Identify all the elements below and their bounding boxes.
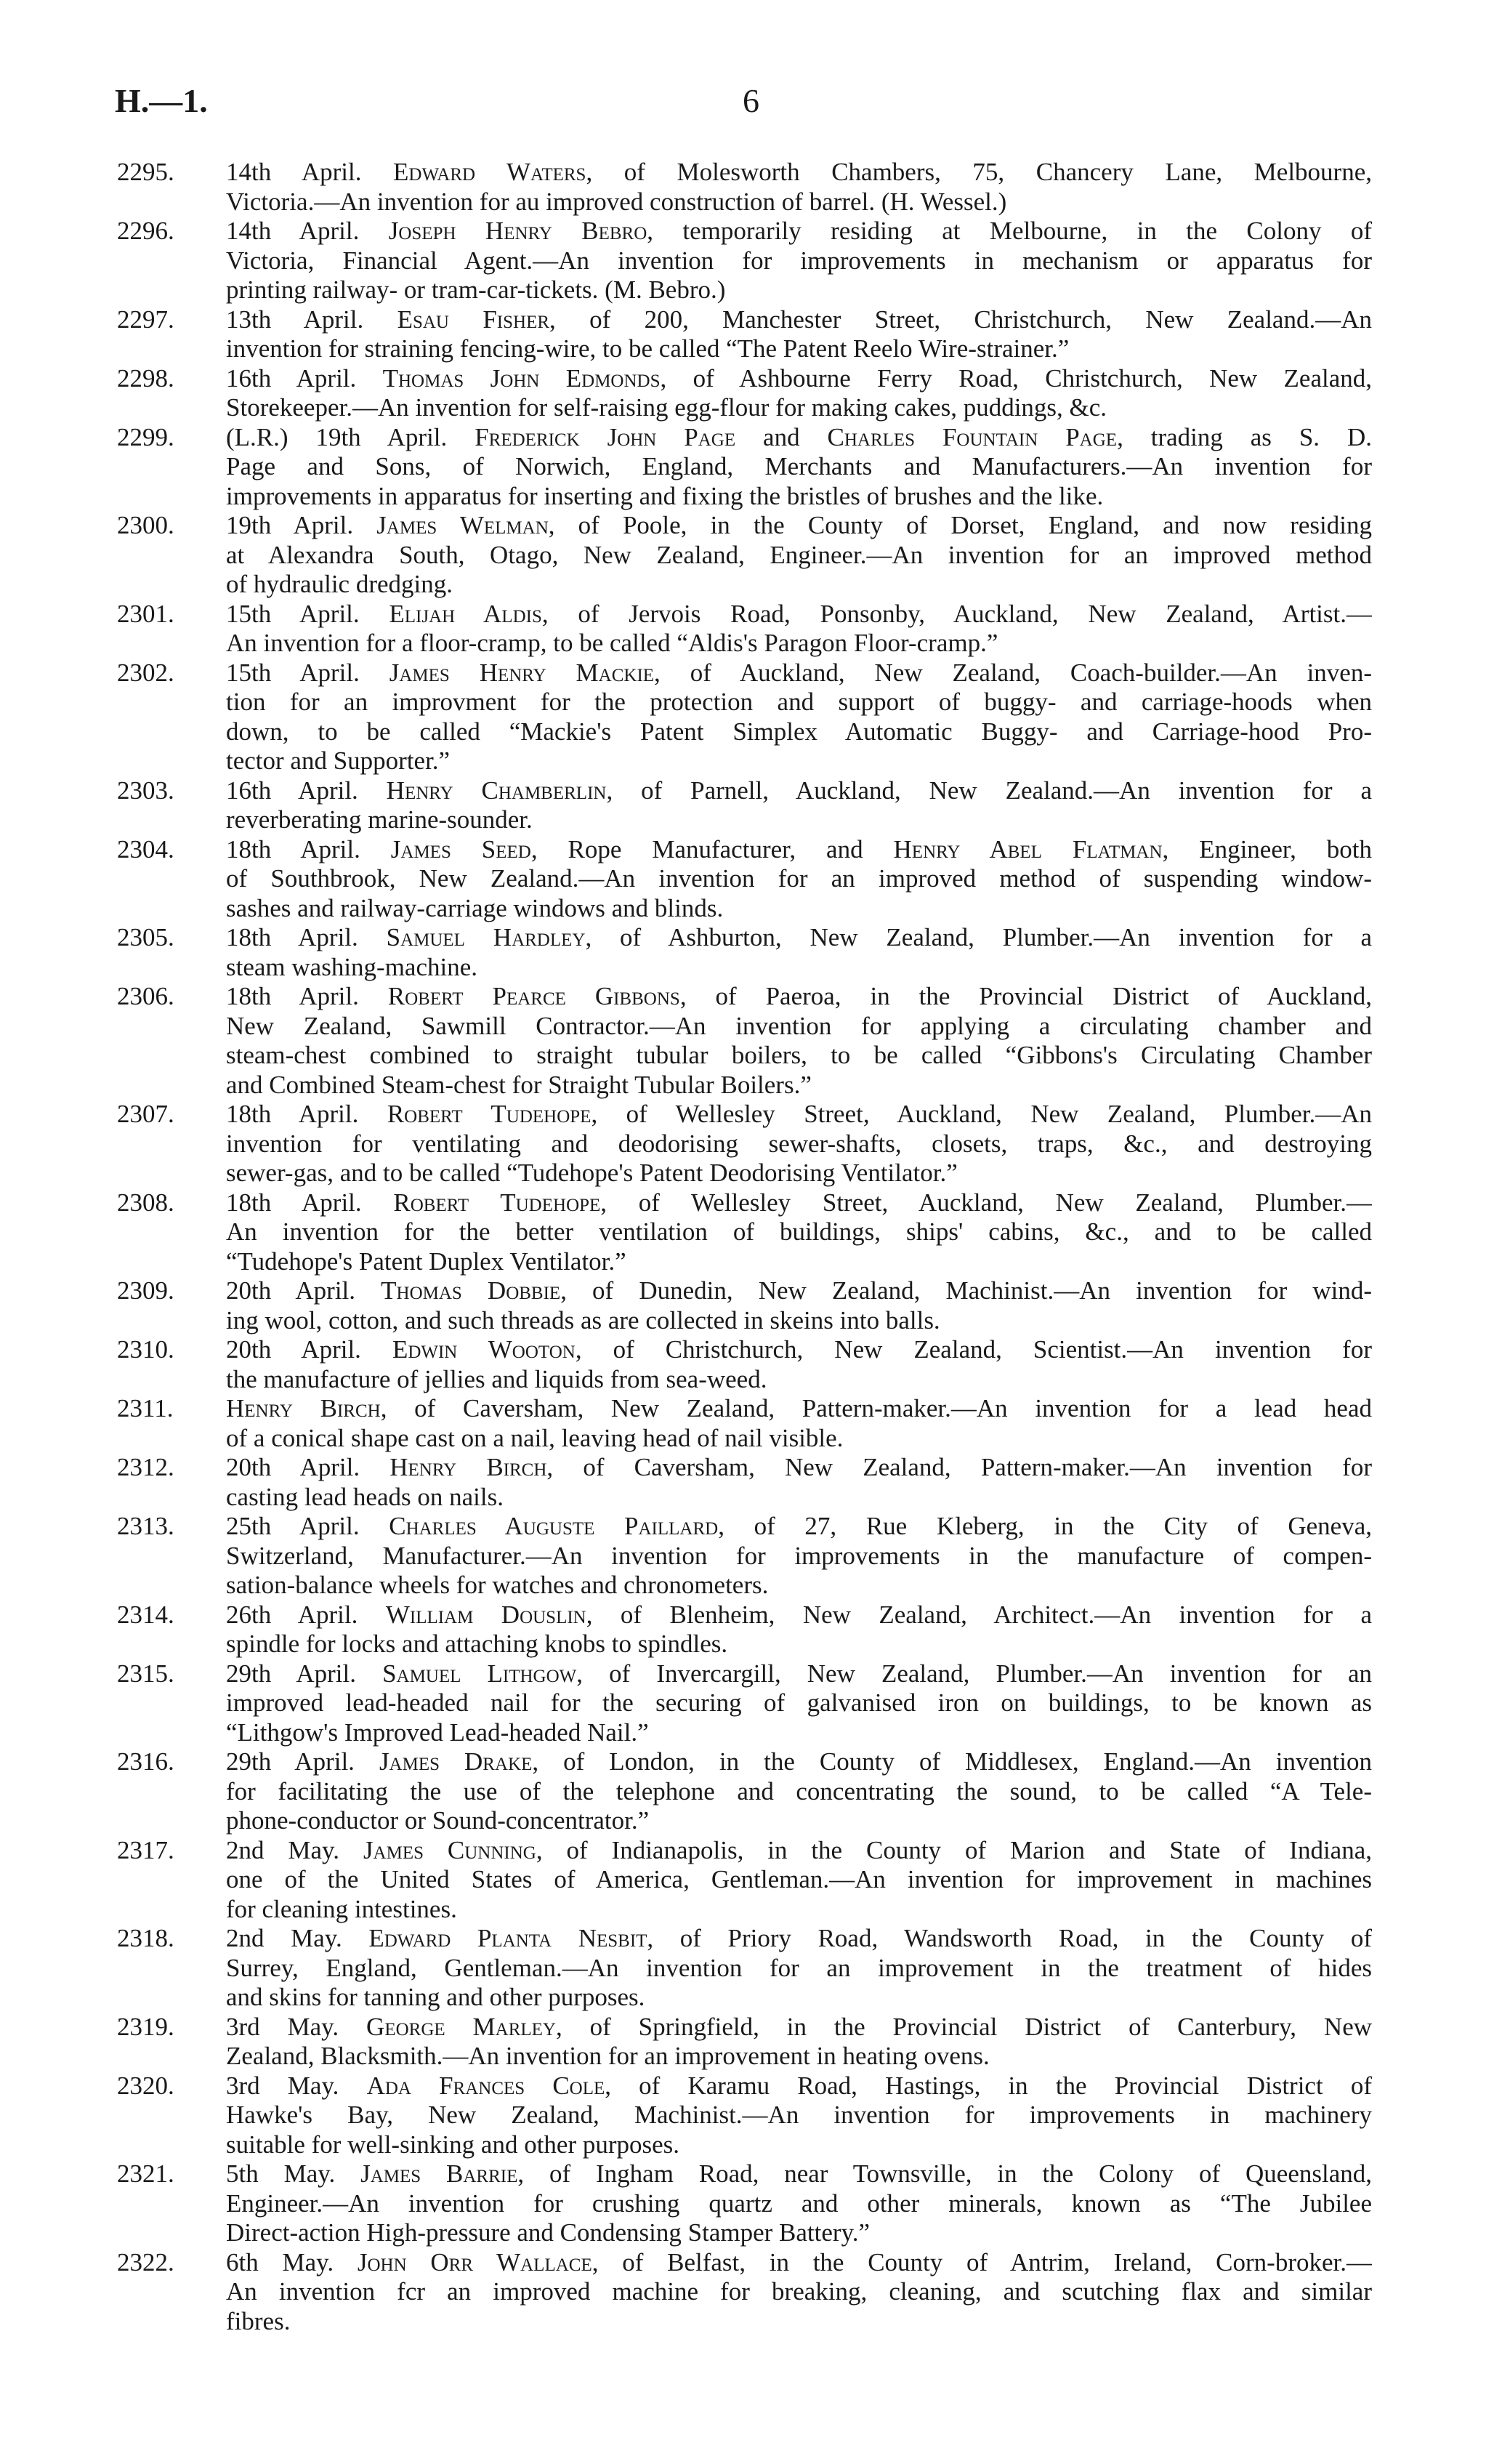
entry-text: 6th May. John Orr Wallace, of Belfast, in the County of Antrim, Ireland, Corn-broker.— (226, 2247, 1372, 2276)
entry-line (117, 1483, 1372, 1513)
entry-number: 2320. (117, 2071, 174, 2100)
entry-line (117, 982, 1372, 1012)
entry-number: 2321. (117, 2159, 174, 2188)
entry-number: 2300. (117, 511, 174, 539)
entry-line (117, 1836, 1372, 1866)
entry-text: invention for straining fencing-wire, to be called “The Patent Reelo Wire-strainer.” (226, 334, 1070, 363)
entry-text: New Zealand, Sawmill Contractor.—An invention for applying a circulating chamber and (226, 1011, 1372, 1040)
entry-number: 2295. (117, 158, 174, 186)
entry-line (117, 894, 1372, 924)
applicant-name: Thomas Dobbie (381, 1276, 561, 1305)
patent-entry (117, 776, 1372, 835)
entry-text: 20th April. Thomas Dobbie, of Dunedin, New Zealand, Machinist.—An invention for wind- (226, 1276, 1372, 1305)
applicant-name: George Marley (366, 2012, 556, 2041)
entry-text: 20th April. Edwin Wooton, of Christchurch, New Zealand, Scientist.—An invention for (226, 1335, 1372, 1364)
entry-line (117, 1335, 1372, 1365)
entry-text: 19th April. James Welman, of Poole, in the County of Dorset, England, and now residing (226, 511, 1372, 539)
entry-text: 14th April. Edward Waters, of Molesworth Chambers, 75, Chancery Lane, Melbourne, (226, 158, 1372, 186)
entry-line (117, 717, 1372, 747)
applicant-name: Joseph Henry Bebro (388, 217, 647, 245)
entry-line (117, 2101, 1372, 2130)
applicant-name: James Cunning (363, 1835, 536, 1864)
page-number: 6 (743, 82, 759, 119)
patent-entry (117, 1659, 1372, 1748)
entry-text: 16th April. Thomas John Edmonds, of Ashbourne Ferry Road, Christchurch, New Zealand, (226, 363, 1372, 392)
patent-entry (117, 511, 1372, 600)
applicant-name: James Henry Mackie (389, 658, 655, 687)
patent-entry (117, 1512, 1372, 1601)
entry-line (117, 1630, 1372, 1659)
entry-text: and Combined Steam-chest for Straight Tubular Boilers.” (226, 1070, 812, 1099)
entry-text: 2nd May. Edward Planta Nesbit, of Priory Road, Wandsworth Road, in the County of (226, 1924, 1372, 1952)
entry-line (117, 423, 1372, 453)
patent-entry (117, 659, 1372, 776)
entry-line (117, 629, 1372, 659)
entry-line (117, 1159, 1372, 1188)
patent-entries-list (117, 158, 1372, 2336)
entry-line (117, 1453, 1372, 1483)
entry-text: 18th April. Samuel Hardley, of Ashburton, New Zealand, Plumber.—An invention for a (226, 923, 1372, 951)
entry-text: An invention for a floor-cramp, to be called “Aldis's Paragon Floor-cramp.” (226, 629, 998, 657)
entry-number: 2306. (117, 982, 174, 1010)
entry-line (117, 2307, 1372, 2337)
entry-text: improvements in apparatus for inserting and fixing the bristles of brushes and the like. (226, 481, 1104, 510)
entry-text: 3rd May. Ada Frances Cole, of Karamu Road, Hastings, in the Provincial District of (226, 2071, 1372, 2100)
entry-line (117, 1983, 1372, 2013)
entry-text: tion for an improvment for the protection and support of buggy- and carriage-hoods when (226, 688, 1372, 716)
entry-line (117, 923, 1372, 953)
entry-line (117, 1688, 1372, 1718)
applicant-name: Ada Frances Cole (366, 2071, 605, 2100)
entry-text: phone-conductor or Sound-concentrator.” (226, 1806, 650, 1835)
entry-line (117, 1659, 1372, 1689)
entry-number: 2297. (117, 305, 174, 334)
entry-line (117, 1718, 1372, 1748)
entry-line (117, 1895, 1372, 1925)
entry-text: tector and Supporter.” (226, 746, 451, 775)
applicant-name: Edward Planta Nesbit (368, 1924, 647, 1952)
patent-entry (117, 1453, 1372, 1512)
patent-entry (117, 1747, 1372, 1836)
applicant-name: Henry Chamberlin (386, 776, 607, 805)
applicant-name: Robert Pearce Gibbons (387, 982, 680, 1010)
entry-line (117, 2013, 1372, 2042)
entry-line (117, 2277, 1372, 2307)
entry-text: 18th April. Robert Tudehope, of Wellesley Street, Auckland, New Zealand, Plumber.—An (226, 1100, 1372, 1128)
entry-number: 2303. (117, 776, 174, 805)
entry-line (117, 1012, 1372, 1042)
entry-text: reverberating marine-sounder. (226, 805, 533, 834)
entry-text: sewer-gas, and to be called “Tudehope's Patent Deodorising Ventilator.” (226, 1159, 958, 1187)
entry-line (117, 1100, 1372, 1130)
entry-line (117, 570, 1372, 600)
entry-text: 13th April. Esau Fisher, of 200, Manchester Street, Christchurch, New Zealand.—An (226, 305, 1372, 334)
entry-text: 18th April. Robert Tudehope, of Wellesley Street, Auckland, New Zealand, Plumber.— (226, 1188, 1372, 1217)
entry-line (117, 1130, 1372, 1159)
entry-line (117, 364, 1372, 394)
entry-line (117, 1601, 1372, 1630)
entry-text: of hydraulic dredging. (226, 570, 453, 598)
entry-text: Hawke's Bay, New Zealand, Machinist.—An invention for improvements in machinery (226, 2101, 1372, 2129)
entry-text: 16th April. Henry Chamberlin, of Parnell, Auckland, New Zealand.—An invention for a (226, 776, 1372, 805)
entry-line (117, 1924, 1372, 1954)
patent-entry (117, 2248, 1372, 2337)
patent-entry (117, 1335, 1372, 1394)
entry-text: Direct-action High-pressure and Condensing Stamper Battery.” (226, 2218, 871, 2247)
entry-number: 2317. (117, 1835, 174, 1864)
entry-text: of a conical shape cast on a nail, leaving head of nail visible. (226, 1423, 844, 1452)
entry-text: 5th May. James Barrie, of Ingham Road, near Townsville, in the Colony of Queensland, (226, 2159, 1372, 2188)
patent-entry (117, 2013, 1372, 2072)
entry-line (117, 1217, 1372, 1247)
entry-line (117, 1394, 1372, 1424)
entry-text: 29th April. Samuel Lithgow, of Invercargill, New Zealand, Plumber.—An invention for an (226, 1659, 1372, 1688)
entry-line (117, 2072, 1372, 2101)
entry-text: 18th April. James Seed, Rope Manufacturer, and Henry Abel Flatman, Engineer, both (226, 834, 1372, 863)
entry-text: “Tudehope's Patent Duplex Ventilator.” (226, 1247, 626, 1276)
entry-line (117, 659, 1372, 688)
patent-entry (117, 923, 1372, 982)
entry-text: Engineer.—An invention for crushing quartz and other minerals, known as “The Jubilee (226, 2189, 1372, 2218)
patent-entry (117, 600, 1372, 659)
patent-entry (117, 364, 1372, 423)
entry-text: An invention fcr an improved machine for breaking, cleaning, and scutching flax and similar (226, 2277, 1372, 2306)
entry-line (117, 1365, 1372, 1395)
applicant-name: William Douslin (385, 1600, 586, 1629)
entry-number: 2313. (117, 1512, 174, 1540)
entry-line (117, 452, 1372, 482)
entry-line (117, 688, 1372, 717)
entry-line (117, 2130, 1372, 2160)
entry-text: sation-balance wheels for watches and chronometers. (226, 1571, 769, 1599)
patent-entry (117, 2072, 1372, 2160)
applicant-name: Esau Fisher (397, 305, 550, 334)
entry-line (117, 1542, 1372, 1571)
entry-text: ing wool, cotton, and such threads as are collected in skeins into balls. (226, 1305, 940, 1334)
entry-text: casting lead heads on nails. (226, 1482, 504, 1511)
patent-entry (117, 217, 1372, 305)
entry-line (117, 1512, 1372, 1542)
patent-entry (117, 835, 1372, 924)
entry-text: printing railway- or tram-car-tickets. (M. Bebro.) (226, 275, 726, 304)
patent-entry (117, 982, 1372, 1100)
entry-line (117, 1806, 1372, 1836)
entry-line (117, 158, 1372, 188)
applicant-name: Samuel Hardley (386, 923, 586, 951)
applicant-name: Henry Birch (389, 1453, 547, 1481)
entry-text: fibres. (226, 2306, 291, 2335)
entry-line (117, 1865, 1372, 1895)
entry-number: 2318. (117, 1924, 174, 1952)
entry-number: 2314. (117, 1600, 174, 1629)
entry-text: for facilitating the use of the telephone and concentrating the sound, to be called “A Tele- (226, 1776, 1372, 1805)
entry-number: 2312. (117, 1453, 174, 1481)
entry-text: invention for ventilating and deodorising sewer-shafts, closets, traps, &c., and destroying (226, 1129, 1372, 1158)
entry-text: Henry Birch, of Caversham, New Zealand, Pattern-maker.—An invention for a lead head (226, 1394, 1372, 1422)
entry-text: 18th April. Robert Pearce Gibbons, of Paeroa, in the Provincial District of Auckland, (226, 982, 1372, 1010)
entry-number: 2299. (117, 422, 174, 451)
entry-text: 26th April. William Douslin, of Blenheim, New Zealand, Architect.—An invention for a (226, 1600, 1372, 1629)
entry-number: 2319. (117, 2012, 174, 2041)
document-code: H.—1. (115, 82, 208, 119)
entry-line (117, 1954, 1372, 1984)
applicant-name: James Drake (379, 1747, 533, 1776)
entry-line (117, 953, 1372, 983)
entry-number: 2308. (117, 1188, 174, 1217)
entry-line (117, 600, 1372, 629)
entry-number: 2298. (117, 363, 174, 392)
entry-line (117, 1424, 1372, 1454)
applicant-name: Charles Auguste Paillard (389, 1512, 719, 1540)
entry-line (117, 2218, 1372, 2248)
entry-line (117, 2042, 1372, 2072)
entry-text: suitable for well-sinking and other purposes. (226, 2130, 680, 2159)
entry-number: 2307. (117, 1100, 174, 1128)
entry-line (117, 1747, 1372, 1777)
entry-number: 2309. (117, 1276, 174, 1305)
entry-number: 2296. (117, 217, 174, 245)
entry-text: steam washing-machine. (226, 952, 478, 981)
entry-line (117, 2159, 1372, 2189)
entry-text: 25th April. Charles Auguste Paillard, of 27, Rue Kleberg, in the City of Geneva, (226, 1512, 1372, 1540)
applicant-name: Henry Abel Flatman (893, 834, 1163, 863)
entry-line (117, 511, 1372, 541)
applicant-name: Edwin Wooton (392, 1335, 576, 1364)
entry-text: and skins for tanning and other purposes. (226, 1983, 645, 2011)
entry-line (117, 1571, 1372, 1601)
entry-line (117, 1188, 1372, 1218)
entry-line (117, 776, 1372, 806)
entry-text: at Alexandra South, Otago, New Zealand, Engineer.—An invention for an improved method (226, 540, 1372, 569)
entry-line (117, 835, 1372, 865)
patent-entry (117, 1276, 1372, 1335)
entry-line (117, 393, 1372, 423)
applicant-name: Frederick John Page (475, 422, 736, 451)
entry-text: down, to be called “Mackie's Patent Simplex Automatic Buggy- and Carriage-hood Pro- (226, 717, 1372, 746)
entry-text: Surrey, England, Gentleman.—An invention for an improvement in the treatment of hides (226, 1953, 1372, 1982)
entry-line (117, 746, 1372, 776)
applicant-name: Robert Tudehope (393, 1188, 601, 1217)
patent-entry (117, 305, 1372, 364)
entry-text: 15th April. Elijah Aldis, of Jervois Road, Ponsonby, Auckland, New Zealand, Artist.— (226, 599, 1372, 628)
applicant-name: Henry Birch (226, 1394, 381, 1422)
applicant-name: James Welman (376, 511, 549, 539)
patent-entry (117, 1836, 1372, 1925)
applicant-name: James Seed (390, 834, 531, 863)
entry-text: 20th April. Henry Birch, of Caversham, New Zealand, Pattern-maker.—An invention for (226, 1453, 1372, 1481)
entry-line (117, 805, 1372, 835)
patent-entry (117, 1188, 1372, 1277)
applicant-name: Thomas John Edmonds (382, 363, 661, 392)
entry-text: the manufacture of jellies and liquids from sea-weed. (226, 1364, 767, 1393)
entry-line (117, 275, 1372, 305)
applicant-name: Samuel Lithgow (382, 1659, 577, 1688)
applicant-name: Charles Fountain Page (827, 422, 1118, 451)
entry-text: Switzerland, Manufacturer.—An invention for improvements in the manufacture of compen- (226, 1541, 1372, 1570)
entry-text: Page and Sons, of Norwich, England, Merchants and Manufacturers.—An invention for (226, 452, 1372, 480)
entry-line (117, 1041, 1372, 1071)
applicant-name: John Orr Wallace (357, 2247, 592, 2276)
entry-text: (L.R.) 19th April. Frederick John Page and Charles Fountain Page, trading as S. D. (226, 422, 1372, 451)
patent-entry (117, 1394, 1372, 1453)
entry-line (117, 2248, 1372, 2278)
entry-line (117, 864, 1372, 894)
entry-line (117, 2189, 1372, 2219)
entry-text: Storekeeper.—An invention for self-raising egg-flour for making cakes, puddings, &c. (226, 393, 1107, 422)
patent-entry (117, 1601, 1372, 1659)
entry-line (117, 1071, 1372, 1100)
entry-number: 2316. (117, 1747, 174, 1776)
entry-number: 2305. (117, 923, 174, 951)
patent-entry (117, 1924, 1372, 2013)
entry-text: Zealand, Blacksmith.—An invention for an improvement in heating ovens. (226, 2042, 990, 2070)
entry-text: “Lithgow's Improved Lead-headed Nail.” (226, 1718, 649, 1747)
entry-line (117, 188, 1372, 217)
patent-entry (117, 1100, 1372, 1188)
entry-text: improved lead-headed nail for the securing of galvanised iron on buildings, to be known as (226, 1688, 1372, 1717)
entry-text: of Southbrook, New Zealand.—An invention for an improved method of suspending window- (226, 864, 1372, 893)
entry-line (117, 541, 1372, 571)
entry-line (117, 305, 1372, 335)
entry-line (117, 482, 1372, 512)
entry-line (117, 1247, 1372, 1277)
patent-entry (117, 423, 1372, 512)
entry-number: 2302. (117, 658, 174, 687)
entry-text: An invention for the better ventilation of buildings, ships' cabins, &c., and to be called (226, 1217, 1372, 1246)
entry-number: 2310. (117, 1335, 174, 1364)
entry-text: 2nd May. James Cunning, of Indianapolis, in the County of Marion and State of Indiana, (226, 1835, 1372, 1864)
applicant-name: Elijah Aldis (389, 599, 542, 628)
entry-number: 2311. (117, 1394, 174, 1422)
entry-number: 2315. (117, 1659, 174, 1688)
entry-text: one of the United States of America, Gentleman.—An invention for improvement in machines (226, 1865, 1372, 1893)
entry-line (117, 1777, 1372, 1807)
entry-text: 15th April. James Henry Mackie, of Auckland, New Zealand, Coach-builder.—An inven- (226, 658, 1372, 687)
applicant-name: James Barrie (360, 2159, 518, 2188)
entry-number: 2322. (117, 2247, 174, 2276)
entry-text: Victoria, Financial Agent.—An invention for improvements in mechanism or apparatus for (226, 246, 1372, 275)
applicant-name: Robert Tudehope (387, 1100, 591, 1128)
entry-line (117, 1306, 1372, 1336)
entry-text: steam-chest combined to straight tubular boilers, to be called “Gibbons's Circulating Chamber (226, 1041, 1372, 1069)
entry-text: spindle for locks and attaching knobs to spindles. (226, 1630, 728, 1658)
entry-text: sashes and railway-carriage windows and blinds. (226, 893, 724, 922)
entry-text: for cleaning intestines. (226, 1894, 457, 1923)
entry-line (117, 334, 1372, 364)
patent-entry (117, 158, 1372, 217)
entry-number: 2304. (117, 834, 174, 863)
entry-line (117, 217, 1372, 246)
patent-entry (117, 2159, 1372, 2248)
entry-line (117, 1276, 1372, 1306)
entry-line (117, 246, 1372, 276)
applicant-name: Edward Waters (393, 158, 586, 186)
entry-text: Victoria.—An invention for au improved construction of barrel. (H. Wessel.) (226, 187, 1007, 216)
entry-number: 2301. (117, 599, 174, 628)
entry-text: 14th April. Joseph Henry Bebro, temporarily residing at Melbourne, in the Colony of (226, 217, 1372, 245)
entry-text: 29th April. James Drake, of London, in the County of Middlesex, England.—An invention (226, 1747, 1372, 1776)
entry-text: 3rd May. George Marley, of Springfield, in the Provincial District of Canterbury, New (226, 2012, 1372, 2041)
